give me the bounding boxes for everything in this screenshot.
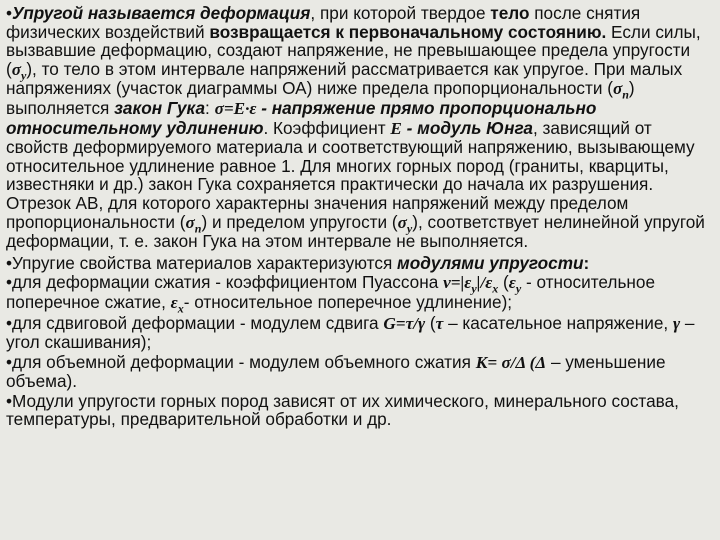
text-run: . Коэффициент xyxy=(263,117,391,138)
text-run: п xyxy=(622,87,629,102)
text-run: x xyxy=(492,281,499,296)
text-run: : xyxy=(205,97,215,118)
text-run: Если силы, вызвавшие деформацию, создают напряжение, не превышающее предела упругости ( xyxy=(6,21,701,79)
text-run: ε xyxy=(508,273,516,293)
text-run: x xyxy=(177,301,184,316)
paragraph-elastic-deformation xyxy=(6,4,714,251)
text-run: Упругой называется деформация xyxy=(12,3,311,23)
text-run: ( xyxy=(498,272,509,293)
text-run: ν=|ε xyxy=(443,273,472,293)
text-run: Е xyxy=(390,118,402,138)
text-run: •для сдвиговой деформации - модулем сдвига xyxy=(6,312,384,333)
text-run: у xyxy=(406,220,413,235)
text-run: К= σ/Δ (Δ xyxy=(475,352,547,372)
paragraph-shear-modulus xyxy=(6,314,714,352)
paragraph-bulk-modulus xyxy=(6,353,714,391)
text-run: у xyxy=(21,68,27,83)
text-run: ) выполняется xyxy=(6,78,635,118)
text-run: – угол скашивания); xyxy=(6,312,695,353)
text-run: |/ε xyxy=(476,273,493,293)
text-run: ), то тело в этом интервале напряжений рассматривается как упругое. При малых напряжениях (участок диаграммы ОА) ниже предела пропорциональности ( xyxy=(6,58,683,99)
text-run: τ xyxy=(435,313,444,333)
text-run: σ xyxy=(185,212,195,232)
text-run: γ xyxy=(672,313,681,333)
text-run: y xyxy=(515,281,522,296)
text-run: п xyxy=(194,220,202,235)
paragraph-elastic-moduli-intro xyxy=(6,254,714,273)
paragraph-moduli-dependence xyxy=(6,392,714,429)
text-run: •Модули упругости горных пород зависят от их химического, минерального состава, температуры, предварительной обработки и др. xyxy=(6,390,679,430)
text-run: после снятия физических воздействий xyxy=(6,3,641,42)
text-run: : xyxy=(583,252,590,273)
text-run: •для объемной деформации - модулем объемного сжатия xyxy=(6,351,476,372)
text-run: • xyxy=(6,3,13,23)
text-run: модулями упругости xyxy=(397,252,584,273)
text-run: ) и пределом упругости ( xyxy=(201,211,398,232)
text-run: – уменьшение объема). xyxy=(6,351,666,392)
text-run: σ=Е·ε xyxy=(214,98,257,118)
text-run: закон Гука xyxy=(114,97,206,118)
text-run: ( xyxy=(425,312,436,333)
slide-text-body xyxy=(6,4,714,430)
text-run: σ xyxy=(11,59,21,79)
text-run: - относительное поперечное сжатие, xyxy=(6,272,656,312)
text-run: •Упругие свойства материалов характеризуются xyxy=(6,252,398,273)
text-run: , при которой твердое xyxy=(310,3,491,23)
text-run: – касательное напряжение, xyxy=(443,312,673,333)
text-run: σ xyxy=(612,79,623,99)
text-run: ), соответствует нелинейной упругой деформации, т. е. закон Гука на этом интервале не выполняется. xyxy=(6,211,705,252)
text-run: - относительное поперечное удлинение); xyxy=(183,291,513,312)
text-run: σ xyxy=(397,212,407,232)
text-run: y xyxy=(471,281,477,296)
text-run: •для деформации сжатия - коэффициентом Пуассона xyxy=(6,272,444,293)
text-run: , зависящий от свойств деформируемого материала и соответствующий напряжению, вызывающему относительное удлинение равное 1. Для многих горных пород (граниты, кварциты, известняки и др.) закон Гука сохраняется практически до начала их разрушения. Отрезок АВ, для которого характерны значения напряжений между пределом пропорциональности ( xyxy=(6,117,695,232)
text-run: - модуль Юнга xyxy=(401,117,533,138)
text-run: G=τ/γ xyxy=(383,313,426,333)
paragraph-poisson-ratio xyxy=(6,272,714,316)
text-run: тело xyxy=(490,3,530,23)
text-run: - напряжение прямо пропорционально относительному удлинению xyxy=(6,97,597,138)
text-run: возвращается к первоначальному состоянию. xyxy=(209,21,607,42)
text-run: ε xyxy=(170,292,178,312)
